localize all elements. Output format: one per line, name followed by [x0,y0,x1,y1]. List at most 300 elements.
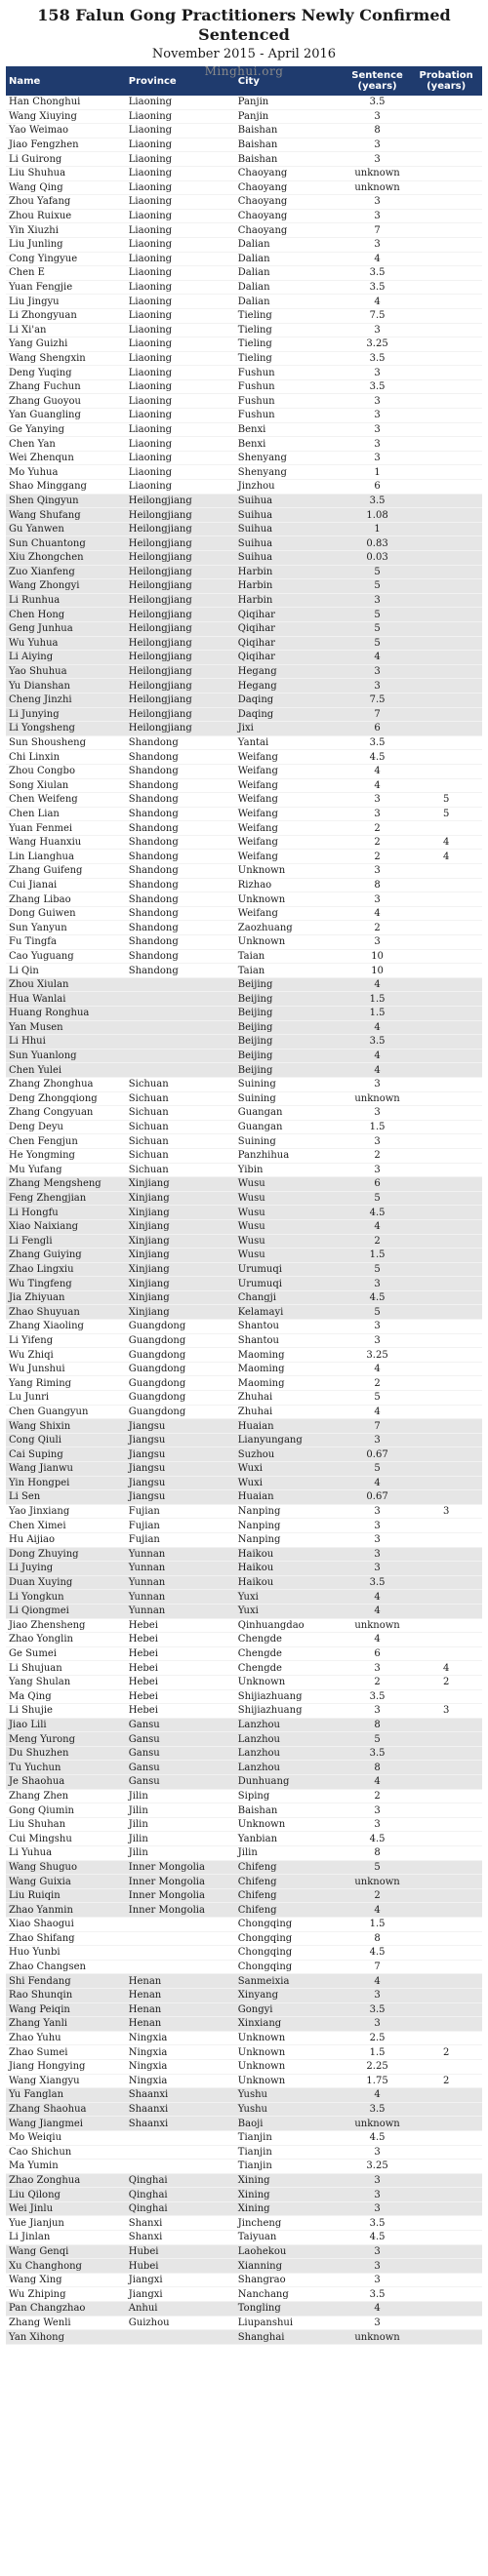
cell-sentence: 3 [345,138,411,152]
cell-city: Unknown [235,1817,345,1832]
cell-probation [410,2117,482,2131]
cell-province: Liaoning [126,480,235,495]
cell-city: Nanping [235,1519,345,1533]
cell-province: Xinjiang [126,1290,235,1305]
cell-province: Liaoning [126,351,235,366]
cell-province: Heilongjiang [126,565,235,579]
cell-probation [410,2244,482,2259]
cell-province: Hebei [126,1646,235,1661]
cell-probation [410,138,482,152]
cell-city: Chongqing [235,1946,345,1961]
cell-name: Zhang Zhonghua [6,1077,126,1091]
table-row [6,1163,482,1177]
cell-city: Taian [235,964,345,978]
cell-name: Zhao Sumei [6,2045,126,2060]
cell-name: Li Qin [6,964,126,978]
cell-city: Baishan [235,124,345,139]
cell-probation [410,1433,482,1447]
cell-sentence: 3 [345,1106,411,1121]
cell-name: Wang Xiuying [6,109,126,124]
cell-province: Heilongjiang [126,608,235,622]
cell-province: Hubei [126,2259,235,2274]
cell-province: Yunnan [126,1547,235,1562]
cell-city: Shijiazhuang [235,1689,345,1704]
cell-province: Jiangsu [126,1419,235,1434]
cell-city: Nanping [235,1532,345,1547]
source-site: Minghui.org [204,64,284,78]
cell-sentence: 1 [345,522,411,536]
cell-probation [410,2231,482,2245]
cell-sentence: 6 [345,1177,411,1192]
table-row [6,1490,482,1505]
cell-name: Meng Yurong [6,1732,126,1747]
cell-name: Wang Xing [6,2273,126,2287]
cell-city: Weifang [235,764,345,778]
cell-probation [410,1903,482,1918]
cell-city: Lanzhou [235,1761,345,1775]
table-row [6,1832,482,1846]
cell-province [126,2160,235,2174]
cell-name: Li Yongkun [6,1590,126,1605]
cell-city: Panjin [235,96,345,109]
table-row [6,1519,482,1533]
cell-sentence: unknown [345,166,411,180]
cell-city: Weifang [235,793,345,808]
cell-name: Chen Weifeng [6,793,126,808]
cell-sentence: 3 [345,1532,411,1547]
cell-province: Liaoning [126,209,235,223]
cell-province [126,1035,235,1050]
cell-province: Liaoning [126,366,235,380]
cell-name: Deng Deyu [6,1120,126,1134]
cell-probation: 2 [410,2074,482,2088]
table-row [6,124,482,139]
cell-city: Rizhao [235,878,345,892]
cell-sentence: 2 [345,1148,411,1163]
cell-name: Huo Yunbi [6,1946,126,1961]
cell-probation [410,1163,482,1177]
cell-sentence: 1.75 [345,2074,411,2088]
cell-province: Shanxi [126,2231,235,2245]
cell-probation: 4 [410,1661,482,1676]
cell-probation [410,308,482,323]
table-row [6,508,482,523]
cell-probation [410,323,482,337]
cell-city: Wusu [235,1219,345,1234]
cell-province: Inner Mongolia [126,1875,235,1889]
cell-name: Wang Jiangmei [6,2117,126,2131]
cell-city: Zhuhai [235,1405,345,1419]
cell-probation: 3 [410,1704,482,1719]
cell-province [126,1946,235,1961]
cell-province: Heilongjiang [126,707,235,722]
cell-province [126,2330,235,2345]
table-row [6,664,482,679]
cell-name: Zhou Yafang [6,195,126,210]
cell-sentence: 6 [345,722,411,736]
cell-city: Chengde [235,1661,345,1676]
cell-name: Zhou Congbo [6,764,126,778]
cell-province: Heilongjiang [126,551,235,566]
cell-sentence: 5 [345,1305,411,1320]
cell-probation [410,1817,482,1832]
table-row [6,2231,482,2245]
cell-probation [410,223,482,238]
cell-sentence: 4 [345,1020,411,1035]
table-row [6,1860,482,1875]
cell-probation [410,1391,482,1406]
table-row [6,1618,482,1633]
cell-province: Hebei [126,1661,235,1676]
cell-probation [410,2330,482,2345]
table-row [6,1362,482,1376]
cell-city: Suihua [235,494,345,508]
table-row [6,778,482,793]
cell-name: Hu Aijiao [6,1532,126,1547]
cell-city: Jinzhou [235,480,345,495]
table-row [6,1903,482,1918]
table-row [6,1532,482,1547]
cell-sentence: 1.5 [345,2045,411,2060]
table-row [6,1746,482,1761]
cell-province: Liaoning [126,409,235,423]
cell-sentence: 3 [345,237,411,252]
table-row [6,1320,482,1334]
cell-sentence: 3.5 [345,2216,411,2231]
cell-sentence: 3.5 [345,96,411,109]
cell-probation [410,195,482,210]
table-row [6,1562,482,1576]
cell-probation [410,636,482,651]
cell-sentence: 1.08 [345,508,411,523]
cell-name: Wu Junshui [6,1362,126,1376]
cell-probation [410,722,482,736]
cell-province: Guangdong [126,1362,235,1376]
cell-province: Ningxia [126,2031,235,2045]
cell-sentence: 5 [345,621,411,636]
cell-probation [410,1063,482,1078]
cell-name: Li Qiongmei [6,1604,126,1618]
cell-province: Qinghai [126,2201,235,2216]
table-row [6,437,482,452]
cell-province: Guangdong [126,1320,235,1334]
table-row [6,2074,482,2088]
cell-province [126,992,235,1007]
table-row [6,422,482,437]
table-row [6,565,482,579]
cell-sentence: 8 [345,124,411,139]
cell-city: Unknown [235,2031,345,2045]
cell-name: Zhang Mengsheng [6,1177,126,1192]
cell-city: Daqing [235,693,345,707]
cell-sentence: 2 [345,850,411,864]
cell-city: Beijing [235,1063,345,1078]
cell-probation [410,1462,482,1477]
cell-city: Yantai [235,735,345,750]
cell-sentence: 3.5 [345,2102,411,2117]
column-header-city: City [235,66,345,96]
cell-sentence: 4.5 [345,1832,411,1846]
cell-sentence: 3 [345,2259,411,2274]
cell-city: Chifeng [235,1860,345,1875]
cell-name: Ge Yanying [6,422,126,437]
cell-city: Suihua [235,522,345,536]
cell-city: Unknown [235,892,345,907]
cell-sentence: 4 [345,1362,411,1376]
cell-name: He Yongming [6,1148,126,1163]
cell-city: Huaian [235,1419,345,1434]
table-row [6,608,482,622]
cell-probation [410,977,482,992]
cell-city: Weifang [235,850,345,864]
column-header-province: Province [126,66,235,96]
cell-probation [410,1988,482,2002]
table-row [6,679,482,694]
cell-sentence: 6 [345,480,411,495]
cell-city: Haikou [235,1575,345,1590]
table-row [6,1035,482,1050]
cell-sentence: 3.5 [345,1746,411,1761]
cell-province: Shandong [126,935,235,950]
cell-probation [410,422,482,437]
cell-city: Changji [235,1290,345,1305]
cell-name: Du Shuzhen [6,1746,126,1761]
table-row [6,1077,482,1091]
table-row [6,1946,482,1961]
cell-probation [410,551,482,566]
table-row [6,522,482,536]
column-header-sentence: Sentence (years) [345,66,411,96]
cell-name: Shao Minggang [6,480,126,495]
cell-city: Suzhou [235,1447,345,1462]
cell-sentence: 1.5 [345,1918,411,1932]
cell-sentence: 3 [345,152,411,167]
table-row [6,693,482,707]
cell-name: Yang Riming [6,1376,126,1391]
cell-name: Zhang Fuchun [6,379,126,394]
cell-province: Sichuan [126,1106,235,1121]
cell-province: Shandong [126,921,235,935]
cell-city: Chaoyang [235,180,345,195]
cell-name: Sun Yuanlong [6,1049,126,1063]
cell-probation [410,2002,482,2017]
cell-province: Xinjiang [126,1262,235,1277]
table-row [6,1803,482,1818]
table-row [6,949,482,964]
table-row [6,2117,482,2131]
cell-sentence: 4.5 [345,1206,411,1220]
cell-city: Unknown [235,1675,345,1689]
cell-city: Qiqihar [235,651,345,665]
table-row [6,850,482,864]
cell-sentence: 3.5 [345,2287,411,2302]
cell-city: Harbin [235,565,345,579]
table-row [6,351,482,366]
cell-province: Shandong [126,949,235,964]
table-row [6,1405,482,1419]
cell-city: Dalian [235,266,345,281]
cell-name: Li Junying [6,707,126,722]
cell-city: Chaoyang [235,195,345,210]
cell-probation [410,1519,482,1533]
cell-probation [410,621,482,636]
cell-sentence: 5 [345,1262,411,1277]
cell-city: Xinyang [235,1988,345,2002]
cell-province: Liaoning [126,394,235,409]
cell-probation [410,1875,482,1889]
cell-province: Heilongjiang [126,522,235,536]
cell-name: Yue Jianjun [6,2216,126,2231]
cell-probation [410,693,482,707]
cell-city: Unknown [235,2045,345,2060]
cell-province: Sichuan [126,1120,235,1134]
cell-probation [410,1761,482,1775]
table-row [6,2216,482,2231]
cell-city: Shantou [235,1333,345,1348]
cell-name: Chen Fengjun [6,1134,126,1149]
cell-name: Li Yuhua [6,1846,126,1861]
cell-name: Sun Shousheng [6,735,126,750]
cell-province: Xinjiang [126,1191,235,1206]
table-row [6,1063,482,1078]
table-row [6,1234,482,1248]
cell-sentence: 5 [345,608,411,622]
cell-sentence: 3 [345,935,411,950]
cell-province: Jilin [126,1832,235,1846]
table-row [6,323,482,337]
cell-province: Inner Mongolia [126,1903,235,1918]
cell-sentence: 3 [345,1163,411,1177]
cell-probation [410,1262,482,1277]
cell-province: Shandong [126,964,235,978]
cell-probation [410,935,482,950]
table-row [6,1106,482,1121]
cell-name: Wang Qing [6,180,126,195]
cell-city: Benxi [235,422,345,437]
table-row [6,1974,482,1989]
cell-name: Wang Shuguo [6,1860,126,1875]
table-row [6,366,482,380]
cell-city: Beijing [235,1049,345,1063]
cell-probation: 5 [410,807,482,821]
cell-province: Ningxia [126,2074,235,2088]
cell-province: Heilongjiang [126,636,235,651]
cell-name: Ma Qing [6,1689,126,1704]
cell-sentence: 5 [345,636,411,651]
table-row [6,1447,482,1462]
cell-name: Chen Lian [6,807,126,821]
cell-probation [410,2031,482,2045]
cell-probation [410,2160,482,2174]
cell-city: Daqing [235,707,345,722]
table-row [6,1732,482,1747]
cell-city: Wusu [235,1177,345,1192]
cell-name: Li Yifeng [6,1333,126,1348]
cell-probation: 3 [410,1504,482,1519]
cell-city: Tieling [235,323,345,337]
cell-sentence: 4 [345,977,411,992]
page-title: 158 Falun Gong Practitioners Newly Confirmed Sentenced [37,6,451,44]
cell-name: Yan Xihong [6,2330,126,2345]
cell-name: Zhao Yonglin [6,1633,126,1647]
cell-province: Sichuan [126,1148,235,1163]
cell-sentence: 3 [345,2273,411,2287]
cell-name: Wang Shixin [6,1419,126,1434]
cell-name: Wang Genqi [6,2244,126,2259]
cell-sentence: unknown [345,1091,411,1106]
cell-name: Wei Zhenqun [6,451,126,465]
cell-probation [410,778,482,793]
cell-sentence: 2 [345,835,411,850]
cell-name: Li Sen [6,1490,126,1505]
table-row [6,964,482,978]
cell-province: Jilin [126,1789,235,1803]
cell-sentence: 0.03 [345,551,411,566]
cell-sentence: 4 [345,906,411,921]
cell-sentence: 4 [345,1063,411,1078]
cell-sentence: 3 [345,1661,411,1676]
cell-probation [410,2145,482,2160]
cell-probation [410,964,482,978]
cell-sentence: 3 [345,1519,411,1533]
cell-province: Heilongjiang [126,664,235,679]
cell-sentence: 3 [345,195,411,210]
cell-sentence: 4 [345,1903,411,1918]
cell-sentence: 3 [345,1333,411,1348]
cell-province: Hebei [126,1704,235,1719]
cell-city: Wusu [235,1248,345,1263]
cell-city: Laohekou [235,2244,345,2259]
cell-sentence: 2 [345,1234,411,1248]
cell-probation [410,1020,482,1035]
cell-sentence: 4 [345,252,411,266]
cell-sentence: 4.5 [345,750,411,765]
cell-sentence: unknown [345,1618,411,1633]
cell-sentence: 3 [345,394,411,409]
cell-city: Wuxi [235,1476,345,1490]
cell-city: Chengde [235,1633,345,1647]
table-row [6,1504,482,1519]
table-row [6,2045,482,2060]
cell-city: Yushu [235,2088,345,2103]
table-row [6,2316,482,2330]
cell-sentence: 3.5 [345,379,411,394]
table-row [6,379,482,394]
cell-city: Xining [235,2201,345,2216]
table-row [6,1888,482,1903]
cell-probation [410,351,482,366]
cell-sentence: 3 [345,109,411,124]
cell-name: Jiang Hongying [6,2059,126,2074]
cell-name: Chen Yulei [6,1063,126,1078]
cell-province [126,977,235,992]
cell-name: Sun Yanyun [6,921,126,935]
table-row [6,237,482,252]
cell-city: Qiqihar [235,636,345,651]
cell-probation [410,152,482,167]
cell-sentence: 3 [345,1704,411,1719]
cell-probation [410,209,482,223]
cell-name: Yan Musen [6,1020,126,1035]
cell-name: Duan Xuying [6,1575,126,1590]
cell-city: Guangan [235,1120,345,1134]
cell-name: Chi Linxin [6,750,126,765]
cell-probation [410,1547,482,1562]
cell-province [126,1007,235,1021]
table-row [6,280,482,295]
cell-probation [410,1177,482,1192]
table-row [6,2244,482,2259]
